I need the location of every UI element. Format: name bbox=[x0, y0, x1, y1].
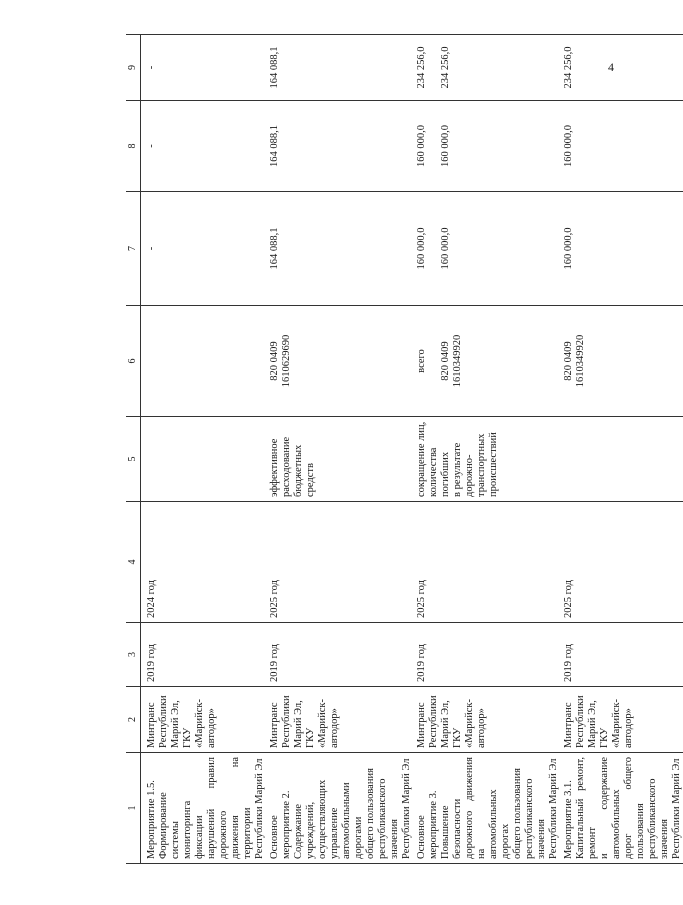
cell-line bbox=[428, 39, 440, 96]
cell-line: ГКУ bbox=[599, 727, 610, 748]
cell-line: республиканского значения bbox=[647, 778, 670, 859]
cell-line: Республики bbox=[281, 695, 292, 748]
table-cell-c8 bbox=[413, 101, 560, 192]
table-cell-c7 bbox=[560, 192, 683, 306]
table-body bbox=[141, 35, 683, 864]
cell-line: Основное мероприятие 3. bbox=[416, 790, 439, 859]
table-row bbox=[266, 35, 413, 864]
rotated-table-sheet bbox=[126, 14, 682, 864]
cell-line: Республики bbox=[575, 695, 586, 748]
cell-line: автомобильными дорогами bbox=[341, 782, 364, 859]
cell-line: автомобильных дорогах bbox=[488, 789, 511, 859]
cell-line: Мероприятие 1.5. bbox=[146, 780, 157, 859]
column-header: 6 bbox=[126, 306, 141, 417]
column-number-row bbox=[126, 35, 141, 864]
cell-line: Марий Эл, bbox=[440, 700, 451, 748]
cell-line: дорожного движения на bbox=[464, 757, 487, 859]
cell-line: «Марийск- bbox=[464, 699, 475, 748]
cell-line: количества bbox=[428, 447, 439, 497]
table-cell-c8 bbox=[560, 101, 683, 192]
cell-line: 160 000,0 bbox=[440, 125, 451, 167]
cell-text: 2019 год bbox=[416, 644, 427, 682]
table-cell-c2 bbox=[413, 687, 560, 753]
table-cell-c6 bbox=[413, 306, 560, 417]
cell-line: в результате дорожно- bbox=[452, 442, 475, 497]
cell-line: общего пользования bbox=[512, 768, 523, 859]
table-row bbox=[560, 35, 683, 864]
cell-text: 2024 год bbox=[146, 580, 157, 618]
cell-line: «Марийск- bbox=[194, 699, 205, 748]
column-header: 8 bbox=[126, 101, 141, 192]
column-header: 5 bbox=[126, 417, 141, 502]
cell-line: 820 0409 bbox=[440, 341, 451, 381]
cell-line: Основное мероприятие 2. bbox=[269, 790, 292, 859]
cell-line: ГКУ bbox=[182, 727, 193, 748]
cell-line: эффективное bbox=[269, 438, 280, 497]
cell-text: 234 256,0 bbox=[563, 46, 574, 89]
cell-text: 2025 год bbox=[269, 580, 280, 618]
table-cell-c9 bbox=[560, 35, 683, 101]
cell-line: 1610349920 bbox=[452, 334, 463, 388]
cell-line: Формирование системы bbox=[158, 792, 181, 859]
table-cell-c4 bbox=[266, 502, 413, 623]
cell-line: бюджетных средств bbox=[293, 444, 316, 497]
cell-line: автодор» bbox=[329, 708, 340, 748]
table-cell-c4 bbox=[413, 502, 560, 623]
table-cell-c2 bbox=[141, 687, 267, 753]
table-cell-c9 bbox=[266, 35, 413, 101]
cell-text: 2019 год bbox=[146, 644, 157, 682]
cell-line: 1610349920 bbox=[575, 334, 586, 388]
cell-line: автодор» bbox=[206, 708, 217, 748]
table-cell-c5 bbox=[413, 417, 560, 502]
cell-line: и содержание автомобильных bbox=[599, 757, 622, 859]
cell-line: расходование bbox=[281, 436, 292, 497]
page-number: 4 bbox=[608, 60, 614, 74]
cell-line: республиканского значения bbox=[524, 778, 547, 859]
cell-line: 160 000,0 bbox=[416, 125, 427, 167]
cell-line: автодор» bbox=[476, 708, 487, 748]
cell-line: Капитальный ремонт, ремонт bbox=[575, 757, 598, 859]
cell-line: 234 256,0 bbox=[440, 46, 451, 89]
cell-text: 2025 год bbox=[416, 580, 427, 618]
table-cell-c9 bbox=[141, 35, 267, 101]
column-header: 9 bbox=[126, 35, 141, 101]
table-cell-c6 bbox=[560, 306, 683, 417]
cell-line: движения на территории bbox=[230, 757, 253, 859]
cell-line: автодор» bbox=[623, 708, 634, 748]
cell-line: Республики Марий Эл bbox=[548, 758, 559, 859]
cell-text: 2019 год bbox=[269, 644, 280, 682]
cell-text: - bbox=[146, 246, 157, 251]
cell-line: всего bbox=[416, 349, 427, 373]
table-cell-c3 bbox=[266, 623, 413, 687]
cell-line: 820 0409 bbox=[269, 341, 280, 381]
table-cell-c8 bbox=[141, 101, 267, 192]
cell-line: «Марийск- bbox=[611, 699, 622, 748]
cell-text: 160 000,0 bbox=[563, 227, 574, 270]
table-cell-c8 bbox=[266, 101, 413, 192]
cell-line: Повышение безопасности bbox=[440, 798, 463, 859]
column-header: 2 bbox=[126, 687, 141, 753]
table-cell-c3 bbox=[413, 623, 560, 687]
cell-line: Минтранс bbox=[563, 702, 574, 748]
cell-line: Минтранс bbox=[146, 702, 157, 748]
table-cell-c6 bbox=[141, 306, 267, 417]
cell-line: Марий Эл, bbox=[293, 700, 304, 748]
table-cell-c7 bbox=[141, 192, 267, 306]
table-cell-c1 bbox=[560, 753, 683, 864]
cell-text: 164 088,1 bbox=[269, 125, 280, 167]
cell-line: ГКУ bbox=[452, 727, 463, 748]
table-cell-c1 bbox=[141, 753, 267, 864]
cell-line: происшествий bbox=[488, 432, 499, 497]
cell-text: 164 088,1 bbox=[269, 46, 280, 89]
table-cell-c1 bbox=[413, 753, 560, 864]
table-cell-c2 bbox=[266, 687, 413, 753]
cell-line: 160 000,0 bbox=[416, 227, 427, 270]
cell-line: 234 256,0 bbox=[416, 46, 427, 89]
cell-line: мониторинга фиксации bbox=[182, 800, 205, 859]
cell-text: - bbox=[146, 144, 157, 148]
cell-line bbox=[428, 310, 440, 412]
cell-line: Республики Марий Эл bbox=[671, 758, 682, 859]
cell-line: ГКУ bbox=[305, 727, 316, 748]
cell-text: 160 000,0 bbox=[563, 125, 574, 167]
cell-line: Республики bbox=[158, 695, 169, 748]
column-header: 4 bbox=[126, 502, 141, 623]
table-cell-c7 bbox=[266, 192, 413, 306]
table-cell-c9 bbox=[413, 35, 560, 101]
table-cell-c6 bbox=[266, 306, 413, 417]
cell-line: нарушений правил дорожного bbox=[206, 757, 229, 859]
table-row bbox=[141, 35, 267, 864]
cell-line: транспортных bbox=[476, 433, 487, 497]
table-cell-c2 bbox=[560, 687, 683, 753]
cell-line: 820 0409 bbox=[563, 341, 574, 381]
cell-text: 2019 год bbox=[563, 644, 574, 682]
cell-line: осуществляющих управление bbox=[317, 779, 340, 859]
table-cell-c4 bbox=[560, 502, 683, 623]
cell-line: республиканского значения bbox=[377, 778, 400, 859]
table-cell-c5 bbox=[560, 417, 683, 502]
cell-line: Минтранс bbox=[416, 702, 427, 748]
table-cell-c5 bbox=[266, 417, 413, 502]
cell-text: - bbox=[146, 65, 157, 70]
cell-line: «Марийск- bbox=[317, 699, 328, 748]
table-cell-c4 bbox=[141, 502, 267, 623]
table-row bbox=[413, 35, 560, 864]
cell-line: дорог общего пользования bbox=[623, 757, 646, 859]
cell-text: 2025 год bbox=[563, 580, 574, 618]
cell-line: сокращение лиц, bbox=[416, 421, 427, 497]
table-cell-c3 bbox=[141, 623, 267, 687]
column-header: 3 bbox=[126, 623, 141, 687]
cell-line bbox=[428, 105, 440, 187]
column-header: 1 bbox=[126, 753, 141, 864]
cell-line: Марий Эл, bbox=[170, 700, 181, 748]
cell-line: Марий Эл, bbox=[587, 700, 598, 748]
table-cell-c7 bbox=[413, 192, 560, 306]
cell-text: 164 088,1 bbox=[269, 227, 280, 270]
cell-line: Содержание учреждений, bbox=[293, 801, 316, 859]
cell-line: Мероприятие 3.1. bbox=[563, 780, 574, 859]
cell-line: Республики bbox=[428, 695, 439, 748]
cell-line: погибших bbox=[440, 451, 451, 497]
cell-line: Республики Марий Эл bbox=[401, 758, 412, 859]
cell-line: общего пользования bbox=[365, 768, 376, 859]
cell-line: Республики Марий Эл bbox=[254, 758, 265, 859]
cell-line: 160 000,0 bbox=[440, 227, 451, 270]
table-cell-c1 bbox=[266, 753, 413, 864]
cell-line: Минтранс bbox=[269, 702, 280, 748]
column-header: 7 bbox=[126, 192, 141, 306]
table-cell-c3 bbox=[560, 623, 683, 687]
cell-line: 1610629690 bbox=[281, 334, 292, 388]
table-cell-c5 bbox=[141, 417, 267, 502]
cell-line bbox=[428, 196, 440, 301]
activities-table bbox=[126, 34, 683, 864]
